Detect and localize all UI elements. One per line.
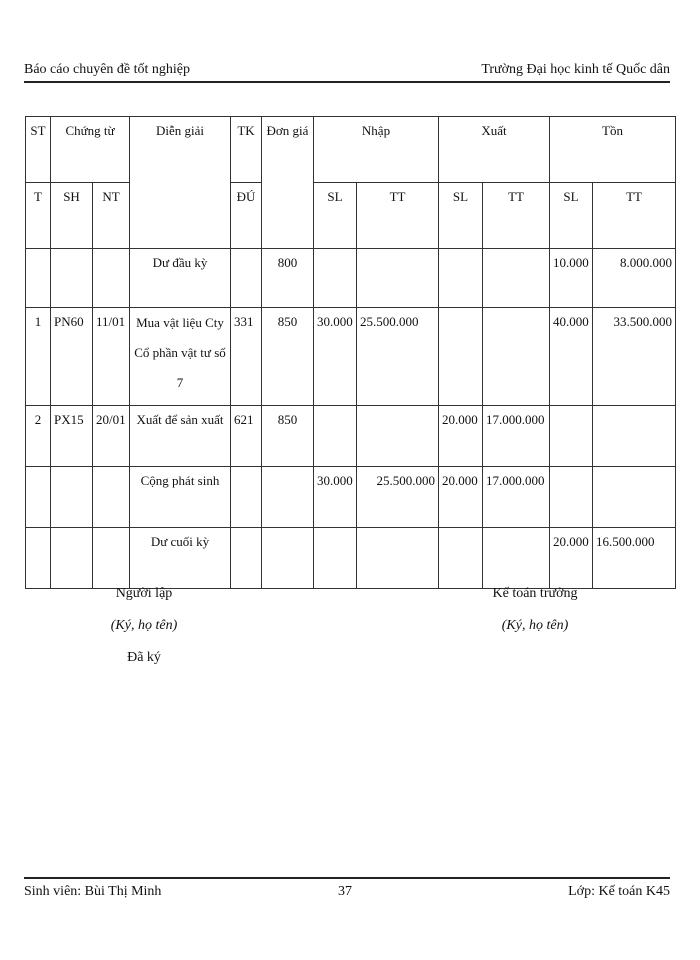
cell-ton-sl <box>550 406 593 467</box>
col-xuat-sl: SL <box>439 183 483 249</box>
col-xuat: Xuất <box>439 117 550 183</box>
cell-sh: PN60 <box>51 308 93 406</box>
cell-dien-giai: Dư đầu kỳ <box>130 249 231 308</box>
signature-preparer-title: Người lập <box>115 586 173 601</box>
col-sh: SH <box>51 183 93 249</box>
cell-ton-sl: 10.000 <box>550 249 593 308</box>
cell-nhap-sl: 30.000 <box>314 467 357 528</box>
cell-nhap-sl <box>314 406 357 467</box>
col-tk-top: TK <box>231 117 262 183</box>
cell-stt <box>26 249 51 308</box>
cell-ton-tt <box>593 406 676 467</box>
cell-dien-giai: Cộng phát sinh <box>130 467 231 528</box>
col-xuat-tt: TT <box>483 183 550 249</box>
header-university: Trường Đại học kinh tế Quốc dân <box>481 62 670 77</box>
cell-nt: 20/01 <box>93 406 130 467</box>
cell-xuat-sl: 20.000 <box>439 467 483 528</box>
footer-rule <box>24 877 670 879</box>
cell-tk <box>231 528 262 589</box>
cell-ton-tt: 16.500.000 <box>593 528 676 589</box>
cell-nhap-tt <box>357 406 439 467</box>
cell-don-gia: 850 <box>262 308 314 406</box>
col-stt-top: ST <box>26 117 51 183</box>
col-nhap-tt: TT <box>357 183 439 249</box>
cell-dien-giai: Mua vật liệu Cty Cổ phần vật tư số 7 <box>130 308 231 406</box>
col-ton: Tồn <box>550 117 676 183</box>
cell-tk: 621 <box>231 406 262 467</box>
cell-ton-tt: 33.500.000 <box>593 308 676 406</box>
col-tk-bottom: ĐÚ <box>231 183 262 249</box>
cell-stt: 2 <box>26 406 51 467</box>
cell-ton-sl: 20.000 <box>550 528 593 589</box>
signature-preparer-note: Đã ký <box>127 650 161 665</box>
cell-xuat-tt: 17.000.000 <box>483 467 550 528</box>
cell-xuat-sl: 20.000 <box>439 406 483 467</box>
cell-xuat-tt: 17.000.000 <box>483 406 550 467</box>
col-stt-bottom: T <box>26 183 51 249</box>
inventory-ledger-table <box>25 116 676 589</box>
col-ton-tt: TT <box>593 183 676 249</box>
footer-class: Lớp: Kế toán K45 <box>568 884 670 899</box>
cell-stt <box>26 467 51 528</box>
cell-tk <box>231 467 262 528</box>
cell-xuat-tt <box>483 308 550 406</box>
cell-nhap-tt: 25.500.000 <box>357 308 439 406</box>
table-header-row-bottom <box>26 183 676 249</box>
cell-nt <box>93 467 130 528</box>
cell-ton-sl <box>550 467 593 528</box>
cell-stt: 1 <box>26 308 51 406</box>
cell-don-gia <box>262 528 314 589</box>
col-nhap: Nhập <box>314 117 439 183</box>
page-number: 37 <box>338 884 352 899</box>
signature-chief-sub: (Ký, họ tên) <box>501 618 569 633</box>
cell-xuat-sl <box>439 249 483 308</box>
cell-nhap-tt <box>357 249 439 308</box>
cell-ton-tt: 8.000.000 <box>593 249 676 308</box>
cell-dien-giai: Xuất để sản xuất <box>130 406 231 467</box>
cell-xuat-sl <box>439 308 483 406</box>
table-header-row-top <box>26 117 676 183</box>
signature-chief-accountant <box>455 578 615 642</box>
table-row <box>26 406 676 467</box>
col-don-gia: Đơn giá <box>262 117 314 249</box>
table-row-total <box>26 467 676 528</box>
col-nt: NT <box>93 183 130 249</box>
cell-don-gia: 850 <box>262 406 314 467</box>
cell-stt <box>26 528 51 589</box>
footer-student: Sinh viên: Bùi Thị Minh <box>24 884 162 899</box>
table-row <box>26 249 676 308</box>
signature-preparer <box>64 578 224 674</box>
cell-nhap-tt: 25.500.000 <box>357 467 439 528</box>
cell-don-gia: 800 <box>262 249 314 308</box>
cell-tk: 331 <box>231 308 262 406</box>
cell-ton-tt <box>593 467 676 528</box>
col-nhap-sl: SL <box>314 183 357 249</box>
cell-don-gia <box>262 467 314 528</box>
table-row <box>26 308 676 406</box>
header-rule <box>24 81 670 83</box>
cell-tk <box>231 249 262 308</box>
cell-dien-giai: Dư cuối kỳ <box>130 528 231 589</box>
cell-nhap-sl <box>314 528 357 589</box>
header-report-title: Báo cáo chuyên đề tốt nghiệp <box>24 62 191 77</box>
cell-sh: PX15 <box>51 406 93 467</box>
cell-ton-sl: 40.000 <box>550 308 593 406</box>
col-ton-sl: SL <box>550 183 593 249</box>
cell-nhap-sl: 30.000 <box>314 308 357 406</box>
col-chung-tu: Chứng từ <box>51 117 130 183</box>
cell-xuat-tt <box>483 249 550 308</box>
cell-nhap-tt <box>357 528 439 589</box>
signature-preparer-sub: (Ký, họ tên) <box>110 618 178 633</box>
cell-nt: 11/01 <box>93 308 130 406</box>
col-dien-giai: Diễn giải <box>130 117 231 249</box>
cell-sh <box>51 467 93 528</box>
cell-nhap-sl <box>314 249 357 308</box>
cell-nt <box>93 249 130 308</box>
signature-chief-title: Kế toán trưởng <box>492 586 578 601</box>
cell-sh <box>51 249 93 308</box>
